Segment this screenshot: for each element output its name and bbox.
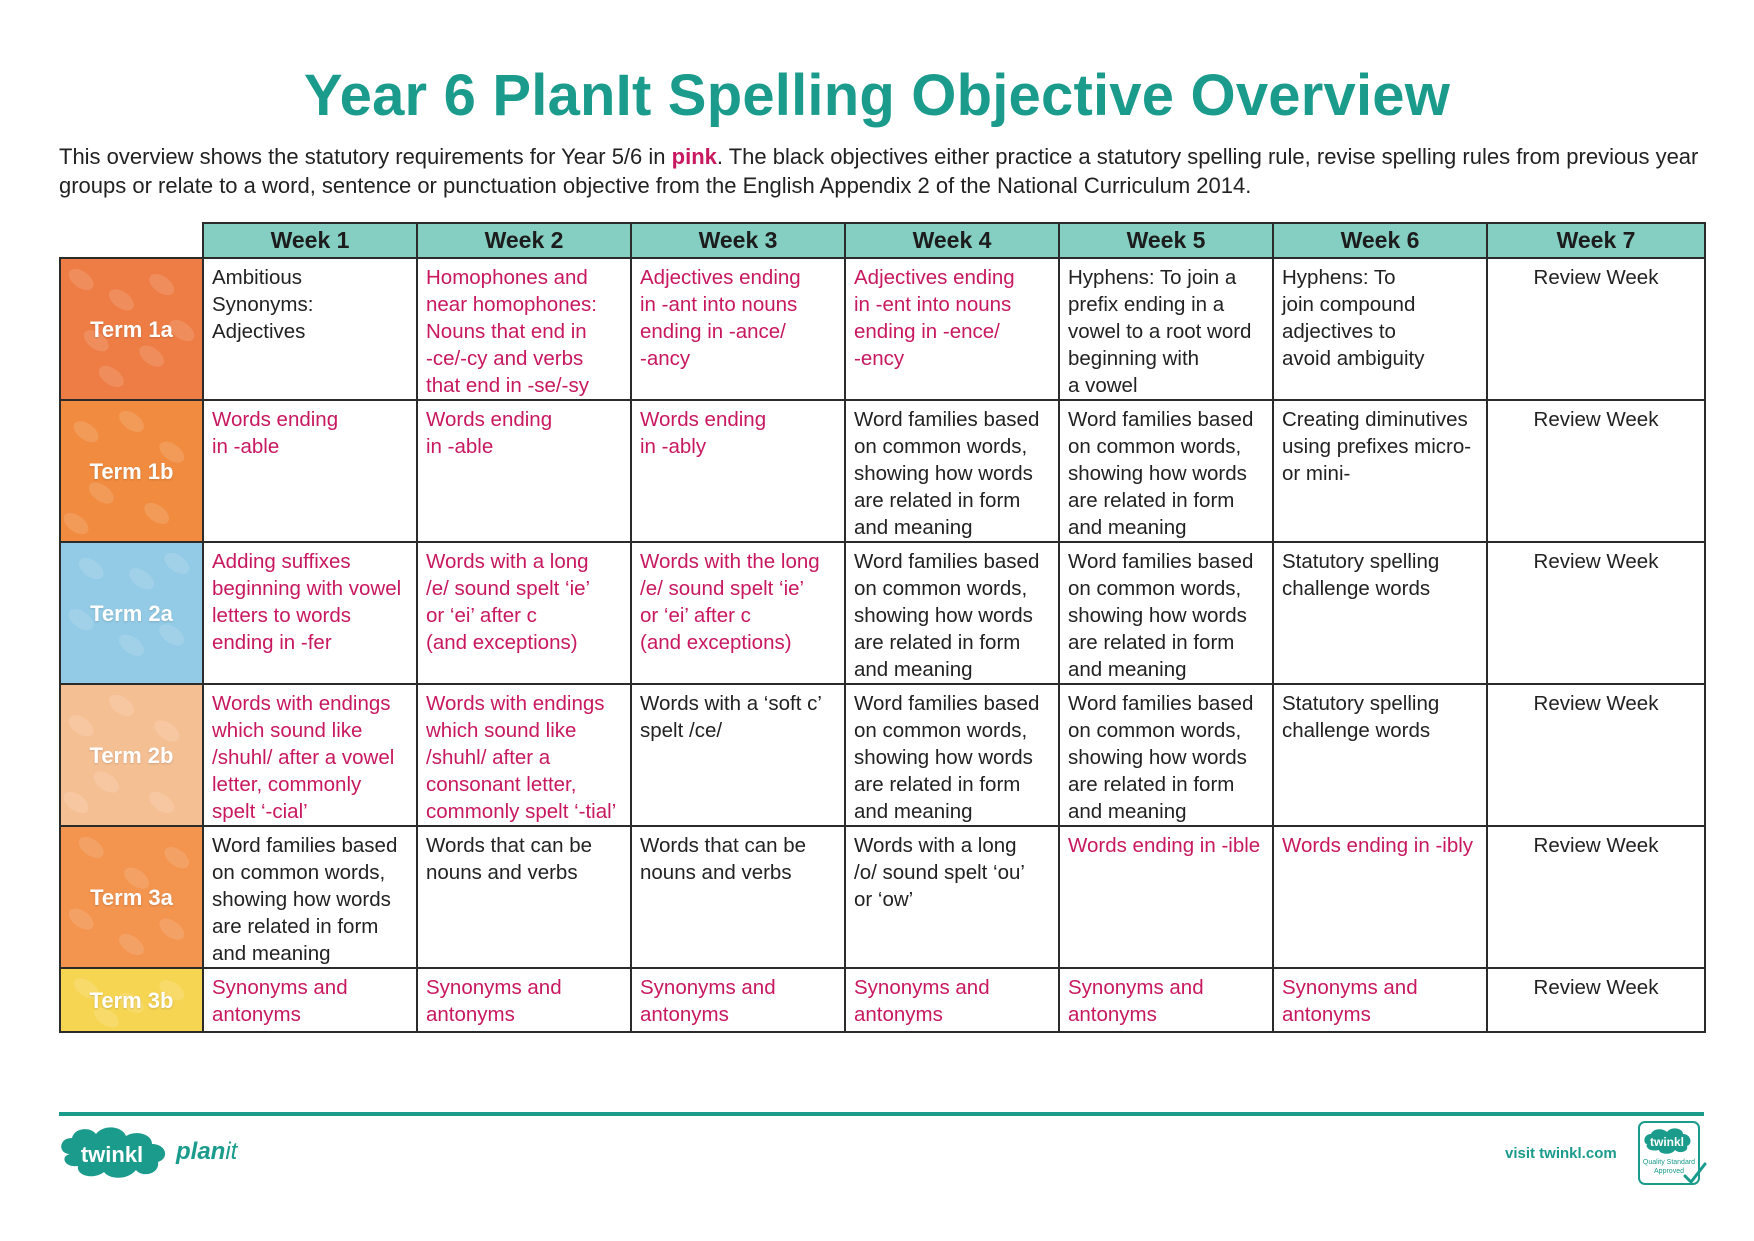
statutory-objective-cell [417, 684, 631, 826]
objective-text-line: in -able [212, 435, 280, 458]
objective-text-line: or mini- [1282, 462, 1351, 485]
objective-text-line: and meaning [854, 516, 973, 539]
objective-text-line: are related in form [212, 915, 379, 938]
objective-text-line: Creating diminutives [1282, 408, 1468, 431]
table-row [60, 684, 1705, 826]
objective-text-line: using prefixes micro- [1282, 435, 1472, 458]
term-label-cell [60, 542, 203, 684]
objective-text-line: Review Week [1533, 550, 1659, 573]
statutory-objective-cell [1059, 968, 1273, 1032]
objective-text-line: which sound like [212, 719, 363, 742]
objective-text-line: Word families based [1068, 550, 1254, 573]
objective-text-line: Words ending in -ibly [1282, 834, 1474, 857]
intro-paragraph [59, 142, 1699, 200]
planit-brand [176, 1138, 237, 1166]
objective-text-line: Hyphens: To join a [1068, 266, 1237, 289]
objective-text-line: showing how words [854, 462, 1033, 485]
objective-text-line: Words with endings [426, 692, 605, 715]
objective-cell [1059, 684, 1273, 826]
objective-text-line: (and exceptions) [640, 631, 792, 654]
objective-text-line: Ambitious [212, 266, 303, 289]
statutory-objective-cell [1273, 826, 1487, 968]
objective-text-line: antonyms [1282, 1003, 1371, 1026]
objective-text-line: challenge words [1282, 719, 1431, 742]
statutory-objective-cell [845, 968, 1059, 1032]
objective-cell [845, 684, 1059, 826]
objective-text-line: Adjectives ending [640, 266, 801, 289]
objective-text-line: showing how words [854, 746, 1033, 769]
objective-text-line: antonyms [854, 1003, 943, 1026]
table-corner [60, 223, 203, 258]
objective-text-line: Words with a ‘soft c’ [640, 692, 822, 715]
objective-text-line: Word families based [212, 834, 398, 857]
objective-text-line: on common words, [1068, 577, 1242, 600]
statutory-objective-cell [417, 258, 631, 400]
objective-text-line: Review Week [1533, 834, 1659, 857]
objective-text-line: Synonyms and [854, 976, 990, 999]
objective-text-line: Synonyms and [1068, 976, 1204, 999]
statutory-objective-cell [203, 684, 417, 826]
objective-text-line: Synonyms and [640, 976, 776, 999]
objective-text-line: -ce/-cy and verbs [426, 347, 584, 370]
objective-text-line: Review Week [1533, 408, 1659, 431]
objective-text-line: antonyms [1068, 1003, 1157, 1026]
objective-cell [631, 826, 845, 968]
objective-text-line: a vowel [1068, 374, 1138, 397]
statutory-objective-cell [1059, 826, 1273, 968]
objective-text-line: Words ending [426, 408, 553, 431]
statutory-objective-cell [631, 258, 845, 400]
objective-text-line: ending in -fer [212, 631, 332, 654]
objective-text-line: Words with endings [212, 692, 391, 715]
objective-cell [1273, 258, 1487, 400]
table-row [60, 400, 1705, 542]
objective-cell [1059, 542, 1273, 684]
statutory-objective-cell [417, 968, 631, 1032]
objective-text-line: on common words, [212, 861, 386, 884]
objective-text-line: -ancy [640, 347, 691, 370]
objective-text-line: Synonyms and [426, 976, 562, 999]
term-label: Term 2a [90, 600, 173, 626]
objective-text-line: Adjectives ending [854, 266, 1015, 289]
objective-text-line: Statutory spelling [1282, 692, 1440, 715]
quality-badge [1637, 1120, 1707, 1195]
objective-cell [1273, 684, 1487, 826]
objective-text-line: Statutory spelling [1282, 550, 1440, 573]
objective-text-line: Word families based [1068, 692, 1254, 715]
objective-text-line: or ‘ei’ after c [640, 604, 751, 627]
statutory-objective-cell [203, 968, 417, 1032]
term-label-cell [60, 684, 203, 826]
objective-cell [845, 826, 1059, 968]
objective-text-line: /e/ sound spelt ‘ie’ [426, 577, 591, 600]
objective-text-line: Synonyms and [212, 976, 348, 999]
visit-link[interactable]: visit twinkl.com [1505, 1145, 1617, 1162]
objective-text-line: are related in form [854, 489, 1021, 512]
objective-cell [203, 258, 417, 400]
objective-text-line: in -ant into nouns [640, 293, 798, 316]
objective-text-line: showing how words [1068, 746, 1247, 769]
objective-text-line: /o/ sound spelt ‘ou’ [854, 861, 1025, 884]
objective-text-line: prefix ending in a [1068, 293, 1225, 316]
objective-text-line: are related in form [1068, 773, 1235, 796]
objective-text-line: Words ending [640, 408, 767, 431]
objective-text-line: and meaning [1068, 800, 1187, 823]
objective-text-line: commonly spelt ‘-tial’ [426, 800, 617, 823]
objective-text-line: /e/ sound spelt ‘ie’ [640, 577, 805, 600]
objective-text-line: or ‘ow’ [854, 888, 914, 911]
objective-text-line: Review Week [1533, 692, 1659, 715]
objective-text-line: Words that can be [640, 834, 806, 857]
objective-text-line: Words ending [212, 408, 339, 431]
objective-text-line: beginning with vowel [212, 577, 402, 600]
review-week-cell [1487, 968, 1705, 1032]
statutory-objective-cell [631, 400, 845, 542]
badge-line-1: Quality Standard [1642, 1159, 1696, 1166]
objective-text-line: Words ending in -ible [1068, 834, 1261, 857]
objective-text-line: and meaning [212, 942, 331, 965]
objective-text-line: consonant letter, [426, 773, 577, 796]
objective-cell [203, 826, 417, 968]
term-label-cell [60, 400, 203, 542]
objective-text-line: antonyms [640, 1003, 729, 1026]
objective-text-line: Words with the long [640, 550, 820, 573]
statutory-objective-cell [631, 542, 845, 684]
objective-text-line: Hyphens: To [1282, 266, 1396, 289]
objective-text-line: antonyms [212, 1003, 301, 1026]
logo-text: twinkl [80, 1142, 144, 1167]
term-label: Term 1b [89, 458, 174, 484]
term-label: Term 3a [90, 884, 173, 910]
objective-text-line: ending in -ence/ [854, 320, 1000, 343]
week-header: Week 2 [417, 223, 631, 258]
week-header: Week 1 [203, 223, 417, 258]
term-label: Term 1a [90, 316, 173, 342]
review-week-cell [1487, 684, 1705, 826]
objective-text-line: showing how words [1068, 462, 1247, 485]
objective-text-line: /shuhl/ after a vowel [212, 746, 395, 769]
objective-cell [845, 542, 1059, 684]
objective-text-line: on common words, [854, 577, 1028, 600]
table-row [60, 968, 1705, 1032]
objective-text-line: near homophones: [426, 293, 597, 316]
objective-text-line: in -able [426, 435, 494, 458]
objective-cell [417, 826, 631, 968]
term-label: Term 2b [89, 742, 174, 768]
statutory-objective-cell [417, 542, 631, 684]
objective-text-line: ending in -ance/ [640, 320, 786, 343]
objective-text-line: -ency [854, 347, 905, 370]
objective-text-line: are related in form [1068, 631, 1235, 654]
objective-text-line: Synonyms: [212, 293, 314, 316]
objective-text-line: Words that can be [426, 834, 592, 857]
objective-text-line: vowel to a root word [1068, 320, 1252, 343]
intro-text-start: This overview shows the statutory requirements for Year 5/6 in [59, 144, 672, 169]
objective-text-line: are related in form [854, 773, 1021, 796]
objective-text-line: are related in form [854, 631, 1021, 654]
week-header: Week 3 [631, 223, 845, 258]
page-title: Year 6 PlanIt Spelling Objective Overview [303, 63, 1451, 128]
week-header: Week 7 [1487, 223, 1705, 258]
objective-text-line: on common words, [854, 719, 1028, 742]
week-header: Week 6 [1273, 223, 1487, 258]
week-header-row [60, 223, 1705, 258]
objective-text-line: and meaning [854, 658, 973, 681]
objective-text-line: join compound [1282, 293, 1416, 316]
objective-text-line: and meaning [1068, 516, 1187, 539]
objective-text-line: Words with a long [426, 550, 589, 573]
objective-cell [1059, 258, 1273, 400]
review-week-cell [1487, 258, 1705, 400]
objective-text-line: Synonyms and [1282, 976, 1418, 999]
objective-text-line: that end in -se/-sy [426, 374, 589, 397]
objective-text-line: showing how words [212, 888, 391, 911]
intro-text-end: . The black objectives either practice a statutory spelling rule, revise spelling rules from previous year groups or relate to a word, sentence or punctuation objective from the English Appendix 2 of the National Curriculum 2014. [59, 144, 1699, 198]
objective-text-line: on common words, [854, 435, 1028, 458]
table-row [60, 542, 1705, 684]
objective-text-line: Adjectives [212, 320, 306, 343]
objective-text-line: in -ably [640, 435, 707, 458]
statutory-objective-cell [631, 968, 845, 1032]
intro-pink-word: pink [671, 144, 717, 169]
objective-text-line: letters to words [212, 604, 351, 627]
objective-text-line: Nouns that end in [426, 320, 587, 343]
objective-text-line: which sound like [426, 719, 577, 742]
objective-cell [631, 684, 845, 826]
objective-text-line: showing how words [854, 604, 1033, 627]
table-row [60, 826, 1705, 968]
objective-text-line: on common words, [1068, 435, 1242, 458]
objective-text-line: beginning with [1068, 347, 1200, 370]
objective-text-line: on common words, [1068, 719, 1242, 742]
objective-text-line: Word families based [1068, 408, 1254, 431]
statutory-objective-cell [203, 542, 417, 684]
term-label: Term 3b [89, 987, 174, 1013]
objective-text-line: and meaning [1068, 658, 1187, 681]
term-label-cell [60, 968, 203, 1032]
statutory-objective-cell [417, 400, 631, 542]
statutory-objective-cell [203, 400, 417, 542]
objective-text-line: and meaning [854, 800, 973, 823]
table-row [60, 258, 1705, 400]
term-label-cell [60, 826, 203, 968]
review-week-cell [1487, 542, 1705, 684]
objective-text-line: spelt /ce/ [640, 719, 723, 742]
objective-text-line: nouns and verbs [640, 861, 792, 884]
review-week-cell [1487, 400, 1705, 542]
twinkl-logo [56, 1124, 174, 1189]
objective-cell [1273, 400, 1487, 542]
spelling-overview-table [59, 222, 1706, 1033]
objective-text-line: spelt ‘-cial’ [212, 800, 308, 823]
objective-text-line: in -ent into nouns [854, 293, 1012, 316]
week-header: Week 4 [845, 223, 1059, 258]
objective-text-line: Review Week [1533, 976, 1659, 999]
statutory-objective-cell [845, 258, 1059, 400]
badge-line-2: Approved [1654, 1168, 1684, 1175]
objective-cell [845, 400, 1059, 542]
term-label-cell [60, 258, 203, 400]
objective-text-line: Word families based [854, 550, 1040, 573]
badge-text: twinkl [1649, 1135, 1685, 1149]
objective-text-line: adjectives to [1282, 320, 1396, 343]
objective-text-line: letter, commonly [212, 773, 362, 796]
week-header: Week 5 [1059, 223, 1273, 258]
objective-text-line: avoid ambiguity [1282, 347, 1425, 370]
objective-text-line: Review Week [1533, 266, 1659, 289]
objective-text-line: nouns and verbs [426, 861, 578, 884]
objective-text-line: (and exceptions) [426, 631, 578, 654]
objective-cell [1059, 400, 1273, 542]
objective-text-line: /shuhl/ after a [426, 746, 551, 769]
objective-text-line: challenge words [1282, 577, 1431, 600]
objective-text-line: Adding suffixes [212, 550, 351, 573]
objective-text-line: Word families based [854, 692, 1040, 715]
planit-light: it [225, 1138, 238, 1165]
review-week-cell [1487, 826, 1705, 968]
planit-bold: plan [176, 1138, 226, 1165]
objective-text-line: or ‘ei’ after c [426, 604, 537, 627]
objective-text-line: are related in form [1068, 489, 1235, 512]
objective-text-line: antonyms [426, 1003, 515, 1026]
objective-text-line: Words with a long [854, 834, 1017, 857]
objective-cell [1273, 542, 1487, 684]
statutory-objective-cell [1273, 968, 1487, 1032]
footer-divider [59, 1112, 1704, 1116]
objective-text-line: showing how words [1068, 604, 1247, 627]
objective-text-line: Word families based [854, 408, 1040, 431]
objective-text-line: Homophones and [426, 266, 588, 289]
